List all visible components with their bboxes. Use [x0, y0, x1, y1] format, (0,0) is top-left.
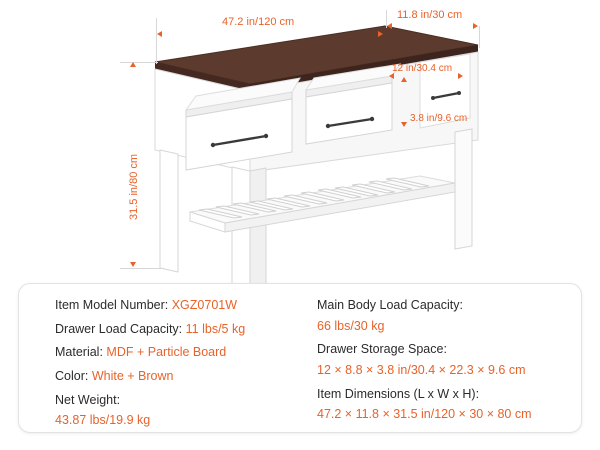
guide-height-bottom — [120, 268, 164, 269]
spec-value: 66 lbs/30 kg — [317, 318, 385, 333]
dim-height-left: 31.5 in/80 cm — [128, 153, 140, 220]
spec-drawer-load-capacity — [55, 322, 299, 338]
spec-label: Color: — [55, 368, 89, 383]
spec-net-weight — [55, 393, 299, 429]
arrow-depth-left — [387, 23, 392, 29]
spec-label: Drawer Load Capacity: — [55, 321, 183, 336]
spec-color — [55, 369, 299, 385]
spec-column-left — [55, 298, 299, 428]
spec-label: Item Dimensions (L x W x H): — [317, 386, 480, 401]
leg-back-right — [455, 129, 472, 249]
spec-label: Material: — [55, 345, 103, 360]
spec-item-model-number — [55, 298, 299, 314]
arrow-width-right — [378, 31, 383, 37]
spec-main-body-load-capacity — [317, 298, 561, 334]
spec-value: XGZ0701W — [171, 298, 238, 312]
spec-column-right — [299, 298, 561, 422]
spec-drawer-storage-space — [317, 342, 561, 378]
spec-label: Net Weight: — [55, 392, 121, 407]
spec-label: Main Body Load Capacity: — [317, 298, 463, 312]
dim-drawer-height: 3.8 in/9.6 cm — [410, 113, 468, 124]
arrow-drawer-height-up — [401, 77, 407, 82]
arrow-height-up — [130, 62, 136, 67]
spec-item-dimensions — [317, 387, 561, 423]
spec-value: 47.2 × 11.8 × 31.5 in/120 × 30 × 80 cm — [317, 407, 532, 422]
arrow-depth-right — [473, 23, 478, 29]
spec-label: Item Model Number: — [55, 298, 169, 312]
spec-material — [55, 345, 299, 361]
leg-front-left — [160, 150, 178, 272]
spec-value: 11 lbs/5 kg — [185, 321, 246, 336]
arrow-drawer-height-down — [401, 122, 407, 127]
arrow-height-down — [130, 262, 136, 267]
spec-value: 12 × 8.8 × 3.8 in/30.4 × 22.3 × 9.6 cm — [317, 362, 526, 377]
arrow-drawer-width-right — [458, 73, 463, 79]
guide-depth-right — [479, 26, 480, 48]
guide-top-left — [156, 18, 157, 64]
dim-width-top: 47.2 in/120 cm — [222, 16, 295, 28]
arrow-width-left — [157, 31, 162, 37]
leg-front-right-side — [250, 168, 266, 288]
dim-drawer-width: 12 in/30.4 cm — [392, 63, 453, 74]
spec-value: MDF + Particle Board — [106, 345, 227, 360]
guide-height-top — [120, 62, 158, 63]
spec-value: 43.87 lbs/19.9 kg — [55, 413, 151, 428]
dim-depth-top: 11.8 in/30 cm — [397, 9, 463, 21]
spec-label: Drawer Storage Space: — [317, 342, 447, 357]
spec-value: White + Brown — [91, 368, 174, 383]
specifications-card — [18, 283, 582, 433]
